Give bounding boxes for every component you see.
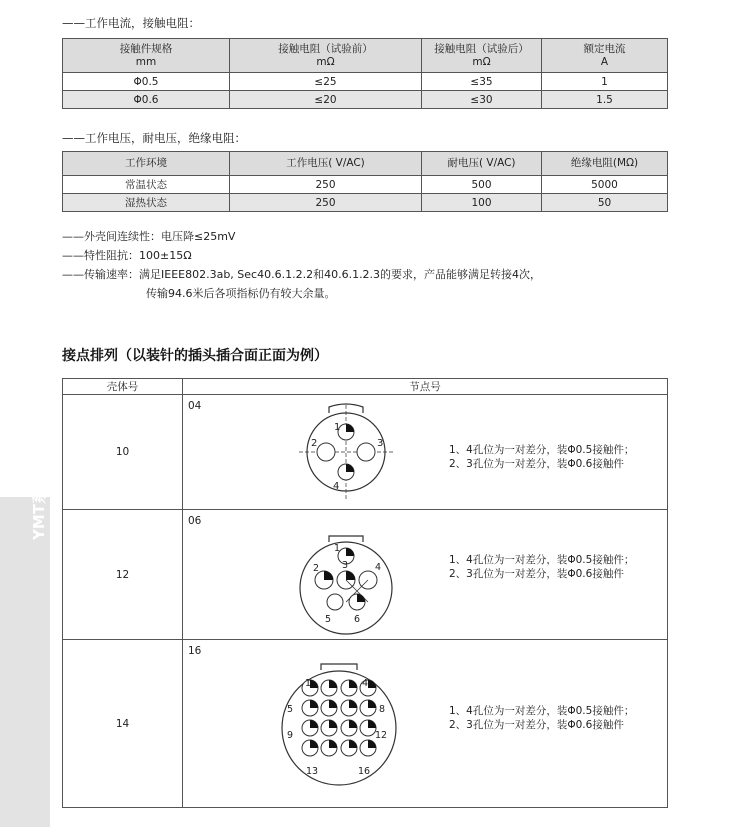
table-row (63, 73, 668, 91)
col-header: 工作电压( V/AC) (230, 152, 422, 176)
pin-label: 4 (362, 678, 369, 689)
contact-code: 04 (188, 400, 202, 412)
pin-label: 2 (313, 563, 320, 574)
table-cell: 常温状态 (63, 176, 230, 194)
col-header: 绝缘电阻(MΩ) (542, 152, 668, 176)
table-cell: 50 (542, 194, 668, 212)
contact-diagram-04 (291, 397, 401, 512)
pin-label: 13 (306, 766, 319, 777)
table-row (63, 176, 668, 194)
table-row (63, 194, 668, 212)
table-cell: ≤30 (422, 91, 542, 109)
col-header-contacts: 节点号 (183, 379, 668, 395)
contact-marker (310, 740, 318, 748)
contact-marker (368, 740, 376, 748)
pin-label: 5 (287, 704, 294, 715)
table-row (63, 510, 668, 640)
pin-label: 12 (375, 730, 388, 741)
contact-cell (183, 640, 668, 808)
table-cell: 1 (542, 73, 668, 91)
pin-label: 5 (325, 614, 332, 625)
col-header: 接触电阻（试验后） mΩ (422, 39, 542, 73)
contact-marker (329, 720, 337, 728)
contact-marker (329, 680, 337, 688)
pin-label: 2 (311, 438, 318, 449)
contact-marker (329, 700, 337, 708)
pin-label: 1 (334, 422, 341, 433)
pin-label: 16 (358, 766, 371, 777)
contact-marker (349, 700, 357, 708)
contact-arrangement-table (62, 378, 668, 808)
contact-marker (368, 680, 376, 688)
shell-number: 14 (63, 640, 183, 808)
table-cell: ≤25 (230, 73, 422, 91)
table-cell: 250 (230, 194, 422, 212)
contact-marker (368, 700, 376, 708)
section-1-title: ——工作电流，接触电阻： (62, 16, 200, 30)
contact-description: 1、4孔位为一对差分，装Φ0.5接触件； 2、3孔位为一对差分，装Φ0.6接触件 (449, 554, 635, 580)
col-header: 接触电阻（试验前） mΩ (230, 39, 422, 73)
contact-marker (368, 720, 376, 728)
table-cell: 250 (230, 176, 422, 194)
col-header: 接触件规格 mm (63, 39, 230, 73)
pin-label: 9 (287, 730, 294, 741)
shell-number: 10 (63, 395, 183, 510)
table-row (63, 91, 668, 109)
contact-diagram-16 (269, 648, 409, 798)
pin-label: 6 (354, 614, 361, 625)
contact-grid-16 (302, 680, 376, 756)
pin-label: 4 (333, 481, 340, 492)
table-cell: Φ0.5 (63, 73, 230, 91)
contact-marker (349, 720, 357, 728)
table-cell: ≤20 (230, 91, 422, 109)
note-transmission: ——传输速率：满足IEEE802.3ab, Sec40.6.1.2.2和40.6.1.2.3的要求，产品能够满足转接4次， (62, 268, 542, 281)
contact-code: 16 (188, 645, 202, 657)
contact-marker (329, 740, 337, 748)
table-cell: 1.5 (542, 91, 668, 109)
contact-marker (310, 720, 318, 728)
table-cell: ≤35 (422, 73, 542, 91)
series-side-label: YMT系列 (30, 473, 48, 540)
contact-code: 06 (188, 515, 202, 527)
pin-label: 8 (379, 704, 386, 715)
pin-label: 1 (334, 543, 341, 554)
voltage-insulation-table (62, 151, 668, 212)
pin-label: 3 (377, 438, 384, 449)
section-2-title: ——工作电压，耐电压，绝缘电阻： (62, 131, 246, 145)
contact-marker (310, 680, 318, 688)
contact-cell (183, 510, 668, 640)
note-continuity: ——外壳间连续性：电压降≤25mV (62, 230, 236, 243)
col-header: 额定电流 A (542, 39, 668, 73)
contact-marker (349, 680, 357, 688)
col-header: 工作环境 (63, 152, 230, 176)
table-cell: Φ0.6 (63, 91, 230, 109)
table-row (63, 395, 668, 510)
contact-description: 1、4孔位为一对差分，装Φ0.5接触件； 2、3孔位为一对差分，装Φ0.6接触件 (449, 705, 635, 731)
col-header: 耐电压( V/AC) (422, 152, 542, 176)
table-cell: 500 (422, 176, 542, 194)
note-transmission-cont: 传输94.6米后各项指标仍有较大余量。 (146, 287, 336, 300)
table-cell: 5000 (542, 176, 668, 194)
current-resistance-table (62, 38, 668, 109)
contact-description: 1、4孔位为一对差分，装Φ0.5接触件； 2、3孔位为一对差分，装Φ0.6接触件 (449, 444, 635, 470)
pin-label: 1 (305, 678, 312, 689)
note-impedance: ——特性阻抗：100±15Ω (62, 249, 192, 262)
col-header-shell: 壳体号 (63, 379, 183, 395)
table-row (63, 640, 668, 808)
table-cell: 湿热状态 (63, 194, 230, 212)
table-cell: 100 (422, 194, 542, 212)
contact-cell (183, 395, 668, 510)
series-side-tab (0, 497, 50, 827)
contact-diagram-06 (291, 518, 401, 638)
contact-marker (310, 700, 318, 708)
pin-label: 4 (375, 562, 382, 573)
shell-number: 12 (63, 510, 183, 640)
pin-label: 3 (342, 560, 349, 571)
contact-layout-heading: 接点排列（以装针的插头插合面正面为例） (62, 348, 328, 364)
contact-marker (349, 740, 357, 748)
